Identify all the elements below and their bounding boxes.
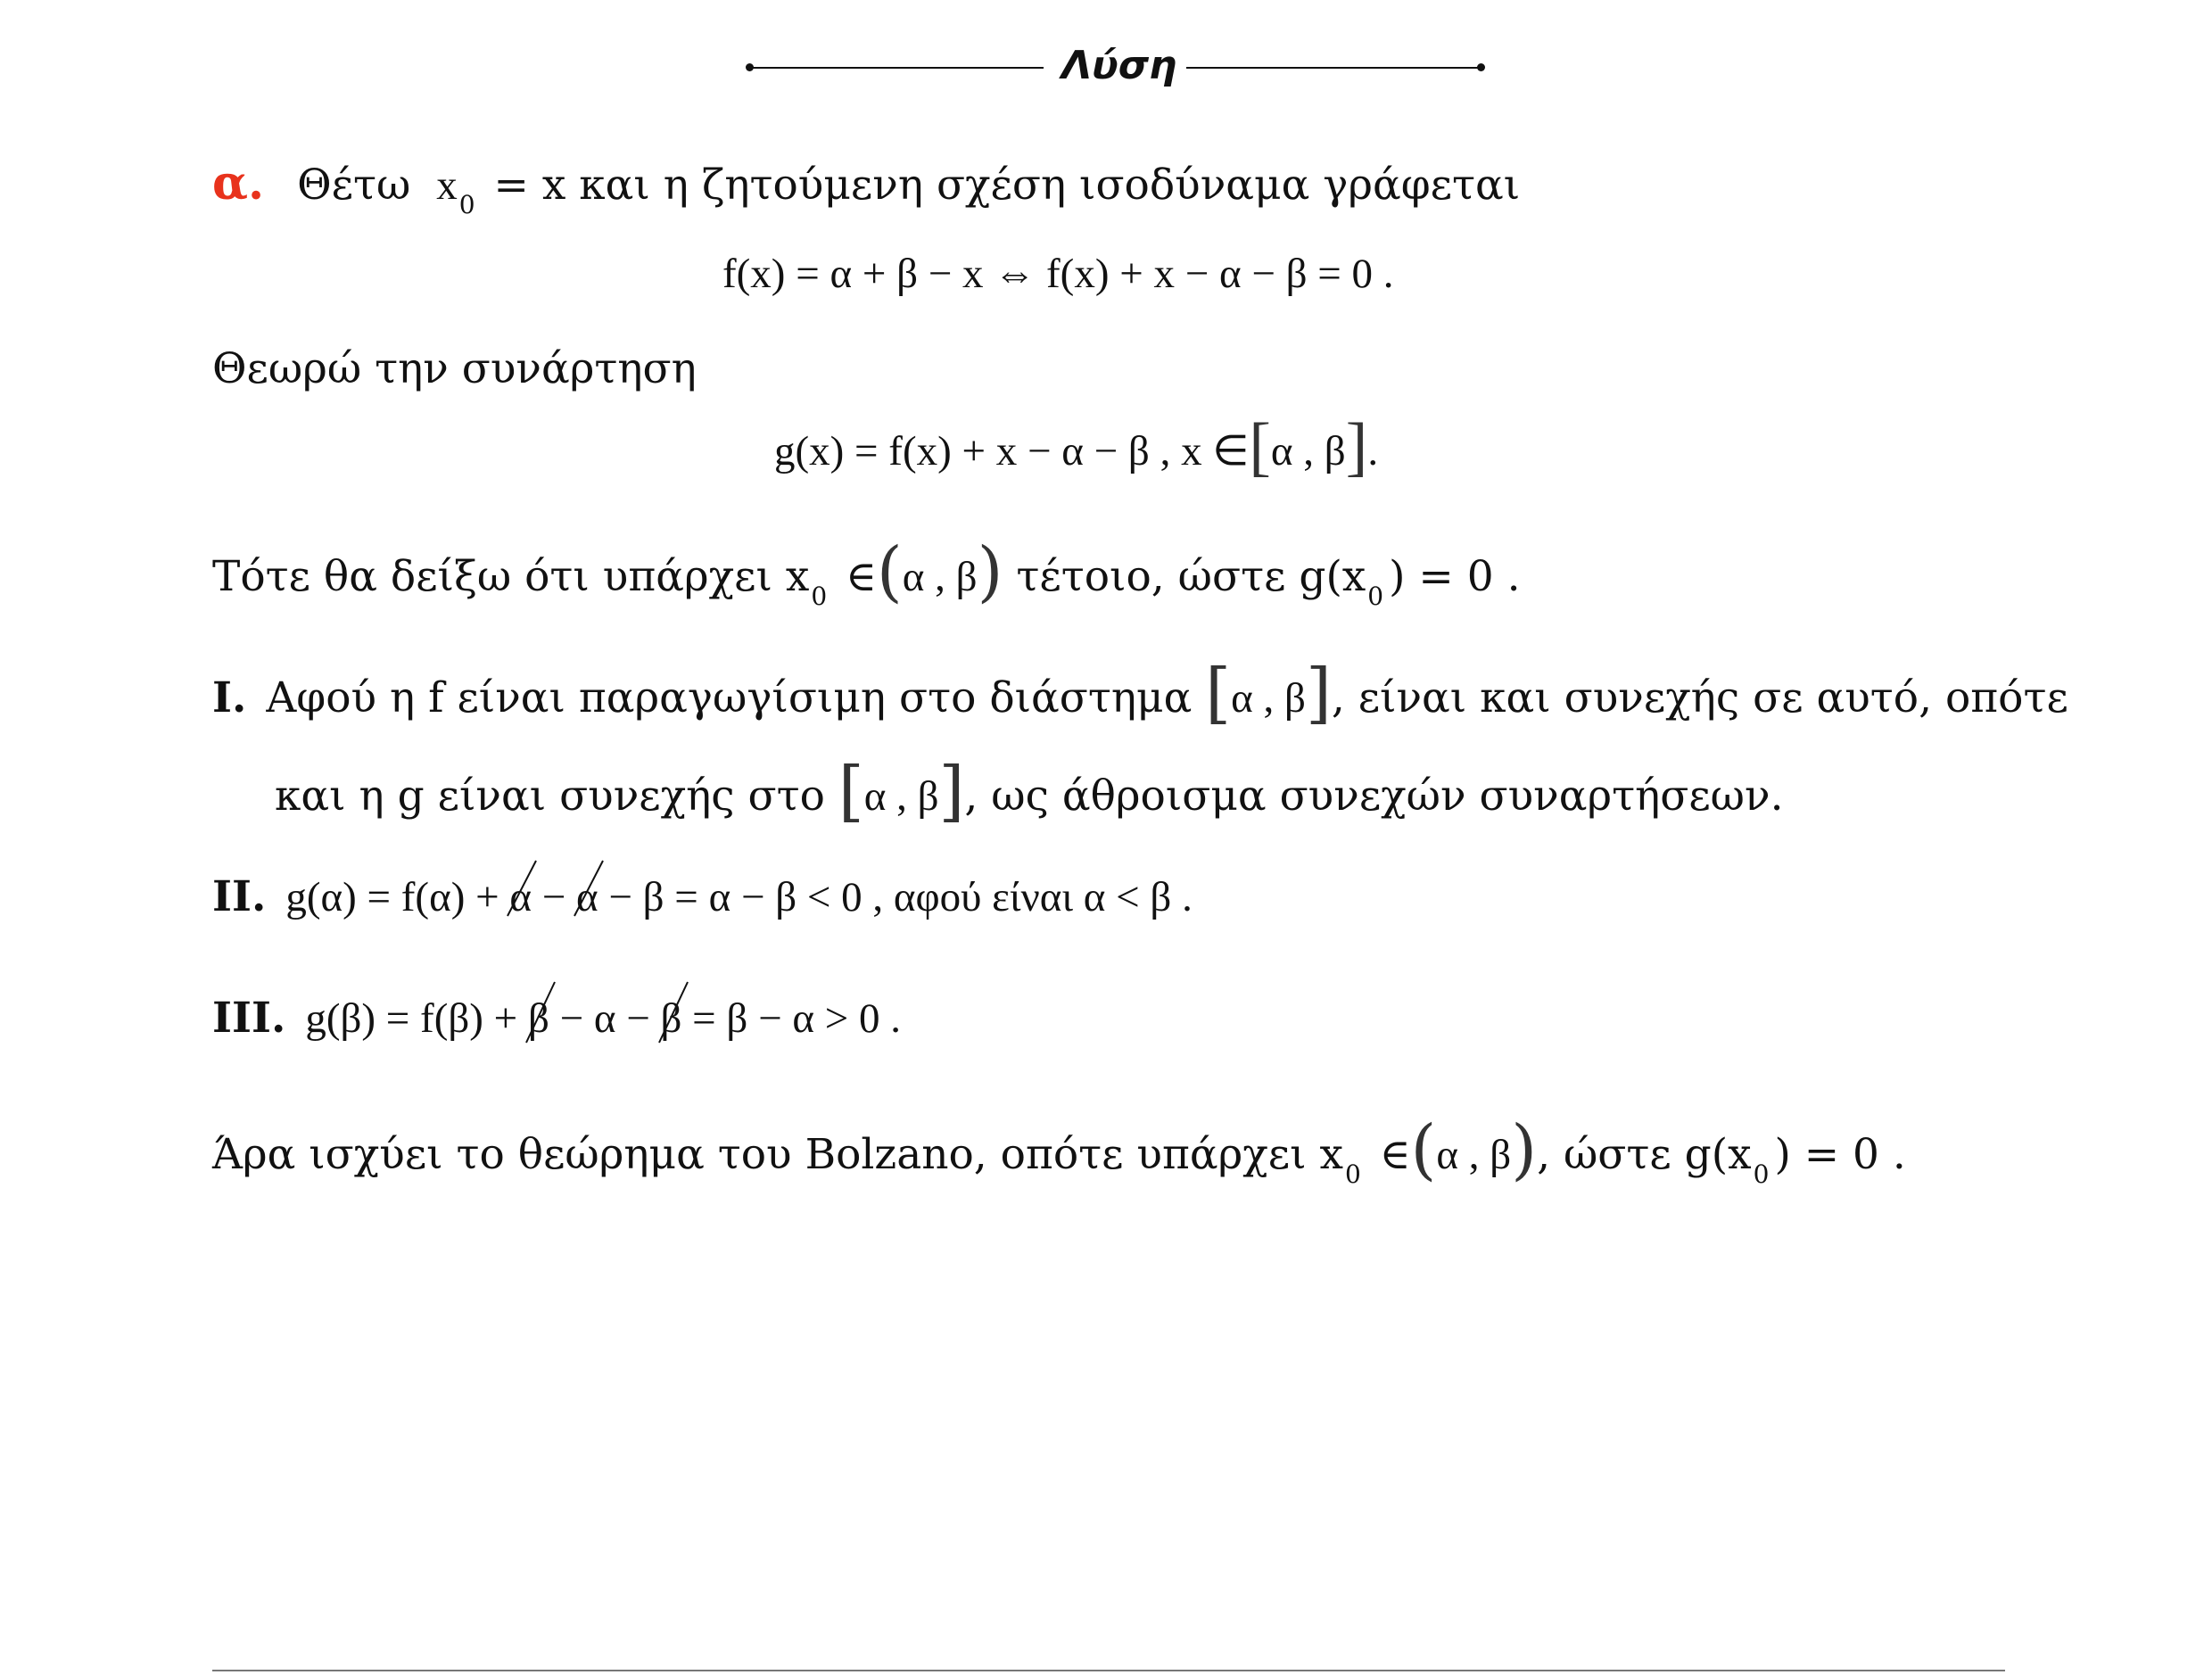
step-1-right-bracket: ] [1305,655,1332,731]
step-2-label: II. [212,872,267,921]
step-1-label: I. [212,673,247,722]
equation-2 [774,410,1379,483]
step-2 [212,872,1193,921]
step-1-line2-left-bracket: [ [838,753,864,829]
cancel-slash-icon [656,978,691,1046]
eq2-post: . [1367,428,1379,474]
step-1-line2-interval: α , β [863,773,939,820]
footer-divider [212,1670,2005,1671]
then-mid2: τέτοιο, ώστε g(x [1003,552,1366,601]
step-1-line-2 [275,753,1784,829]
header-right-line [1186,67,1481,69]
then-right-paren: ) [977,533,1003,610]
step-3-cancelled-term-1: β [528,998,549,1040]
conclusion-mid2: , ώστε g(x [1537,1130,1752,1179]
step-3-cancelled-term-2: β [661,998,682,1040]
step-2-part-3: − β = α − β < 0 , αφού είναι α < β . [598,874,1193,920]
eq2-left-bracket: [ [1249,410,1271,483]
conclusion-pre: Άρα ισχύει το θεώρημα του Bolzano, οπότε υπάρχει x [212,1130,1343,1179]
intro-pre: Θέτω [297,161,411,210]
conclusion-left-paren: ( [1410,1111,1437,1188]
cancel-slash-icon [523,978,558,1046]
part-a-label: α. [212,156,265,210]
then-interval: α , β [902,554,978,600]
conclusion-sub: 0 [1344,1159,1361,1189]
step-1-line2-pre: και η g είναι συνεχής στο [275,771,825,821]
step-3-label: III. [212,994,286,1043]
conclusion-in: ∈ [1379,1130,1411,1179]
intro-post: = x και η ζητούμενη σχέση ισοδύναμα γράφεται [493,161,1521,210]
eq2-pre: g(x) = f(x) + x − α − β , x ∈ [774,428,1250,474]
header-left-line [749,67,1044,69]
part-a-intro [212,156,1521,219]
step-1-left-bracket: [ [1205,655,1232,731]
step-2-cancelled-term-1: α [509,877,532,919]
step-3 [212,994,901,1043]
header-right-dot [1477,63,1485,71]
then-sub2: 0 [1367,582,1384,611]
then-left-paren: ( [876,533,903,610]
step-1-line2-post: , ως άθροισμα συνεχών συναρτήσεων. [964,771,1784,821]
step-1-line-1 [212,655,2068,731]
step-1-line2-right-bracket: ] [938,753,965,829]
then-post: ) = 0 . [1389,552,1521,601]
cancel-slash-icon [571,857,607,920]
conclusion-sub2: 0 [1753,1159,1770,1189]
then-pre: Τότε θα δείξω ότι υπάρχει x [212,552,810,601]
then-statement [212,533,1521,611]
equation-1: f(x) = α + β − x ⇔ f(x) + x − α − β = 0 . [722,251,1394,297]
intro-sub: 0 [458,190,475,219]
eq2-right-bracket: ] [1345,410,1368,483]
then-in: ∈ [846,552,877,601]
step-1-interval: α , β [1231,675,1306,722]
step-3-part-1: g(β) = f(β) + [305,995,528,1042]
step-3-part-2: − α − [549,995,661,1042]
step-2-cancelled-term-2: α [576,877,598,919]
conclusion [212,1111,1906,1189]
consider-text: Θεωρώ την συνάρτηση [212,344,697,393]
intro-x: x [436,162,458,209]
step-2-part-2: − [532,874,577,920]
step-3-part-3: = β − α > 0 . [681,995,901,1042]
conclusion-right-paren: ) [1511,1111,1538,1188]
then-sub: 0 [811,582,828,611]
conclusion-post: ) = 0 . [1774,1130,1906,1179]
step-1-post: , είναι και συνεχής σε αυτό, οπότε [1331,673,2068,722]
header-title: Λύση [1061,43,1177,88]
step-1-pre: Αφού η f είναι παραγωγίσιμη στο διάστημα [266,673,1193,722]
eq2-interval: α , β [1270,428,1346,474]
conclusion-interval: α , β [1436,1132,1512,1178]
step-2-part-1: g(α) = f(α) + [285,874,510,920]
cancel-slash-icon [504,857,540,920]
